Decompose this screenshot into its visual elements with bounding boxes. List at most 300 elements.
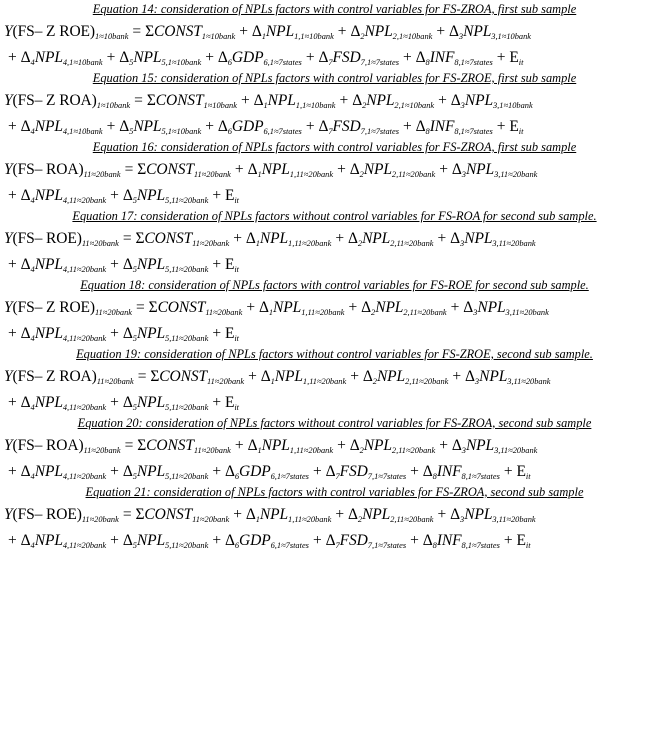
- variable-name: NPL: [34, 49, 63, 66]
- equation-term: [346, 367, 363, 387]
- coefficient-symbol: Δ: [260, 368, 271, 385]
- variable-name: CONST: [144, 230, 193, 247]
- equation-term: [348, 505, 434, 525]
- equation-caption: Equation 14: consideration of NPLs factors with control variables for FS-ZROA, first sub sample: [92, 2, 577, 16]
- coefficient-index: 3: [460, 515, 465, 524]
- equation-term: [302, 48, 319, 68]
- equation-line: [4, 502, 665, 528]
- dependent-variable-name: (FS– Z ROE): [12, 23, 95, 40]
- equation-term: [244, 367, 261, 387]
- dependent-variable-symbol: Y: [4, 161, 13, 178]
- variable-name: NPL: [34, 463, 63, 480]
- error-term: E: [224, 325, 235, 342]
- term-subscript: 3,11≈20bank: [505, 308, 549, 317]
- variable-name: FSD: [332, 118, 361, 135]
- operator: +: [8, 49, 17, 66]
- equation-term: [147, 91, 237, 111]
- operator: +: [240, 92, 250, 109]
- term-subscript: 11≈20bank: [207, 377, 245, 386]
- coefficient-symbol: Σ: [150, 368, 160, 385]
- equation-term: [246, 505, 332, 525]
- term-subscript: 5,1≈10bank: [161, 58, 202, 67]
- coefficient-index: 2: [362, 101, 367, 110]
- equation-term: [352, 91, 434, 111]
- coefficient-index: 8: [432, 541, 437, 550]
- coefficient-symbol: Δ: [465, 368, 475, 385]
- variable-name: NPL: [34, 187, 63, 204]
- operator: +: [410, 532, 419, 549]
- coefficient-symbol: Δ: [422, 532, 433, 549]
- term-subscript: 3,11≈20bank: [492, 239, 536, 248]
- error-term: E: [224, 256, 235, 273]
- coefficient-symbol: Δ: [245, 230, 256, 247]
- variable-name: NPL: [265, 23, 295, 40]
- equation-term: [237, 91, 254, 111]
- term-subscript: 11≈20bank: [94, 308, 132, 317]
- variable-name: NPL: [363, 161, 392, 178]
- variable-name: NPL: [133, 118, 162, 135]
- equation-term: [137, 160, 231, 180]
- term-subscript: 6,1≈7states: [263, 58, 302, 67]
- coefficient-index: 4: [30, 127, 35, 136]
- coefficient-index: 4: [30, 541, 35, 550]
- operator: +: [8, 394, 17, 411]
- term-subscript: 11≈20bank: [81, 239, 119, 248]
- coefficient-symbol: Δ: [253, 92, 264, 109]
- variable-name: NPL: [363, 437, 392, 454]
- term-subscript: 11≈20bank: [192, 515, 230, 524]
- coefficient-symbol: Δ: [349, 437, 360, 454]
- variable-name: NPL: [362, 230, 391, 247]
- operator: +: [212, 532, 221, 549]
- coefficient-symbol: Σ: [135, 230, 145, 247]
- equation-term: [208, 531, 225, 551]
- coefficient-index: 3: [461, 170, 466, 179]
- operator: +: [339, 92, 349, 109]
- coefficient-index: 1: [255, 515, 260, 524]
- operator: =: [134, 92, 143, 109]
- term-subscript: 3,1≈10bank: [491, 32, 531, 41]
- equation-term: [123, 393, 209, 413]
- operator: +: [212, 463, 221, 480]
- equation-term: [248, 436, 334, 456]
- variable-name: NPL: [261, 161, 290, 178]
- term-subscript: 1,11≈20bank: [288, 239, 332, 248]
- dependent-variable-symbol: Y: [4, 23, 13, 40]
- equation-block: [4, 416, 665, 485]
- equation-term: [4, 48, 21, 68]
- dependent-variable-name: (FS– ROE): [12, 506, 82, 523]
- variable-name: GDP: [239, 463, 271, 480]
- equation-term: [225, 531, 309, 551]
- equation-term: [416, 48, 493, 68]
- coefficient-symbol: Δ: [451, 161, 462, 178]
- equation-term: [318, 48, 399, 68]
- variable-name: NPL: [465, 437, 495, 454]
- error-term: E: [516, 532, 526, 549]
- equation-term: [123, 186, 209, 206]
- variable-name: NPL: [136, 187, 166, 204]
- equation-term: [103, 117, 120, 137]
- equation-term: [4, 117, 21, 137]
- equation-term: [423, 462, 500, 482]
- equation-term: [309, 462, 326, 482]
- equation-term: [416, 117, 493, 137]
- equation-caption: Equation 21: consideration of NPLs factors with control variables for FS-ZROA, second sub sample: [85, 485, 584, 499]
- coefficient-symbol: Δ: [325, 532, 336, 549]
- variable-name: NPL: [261, 437, 290, 454]
- equation-term: [4, 436, 121, 456]
- term-subscript: it: [234, 196, 239, 205]
- term-subscript: it: [234, 403, 239, 412]
- term-subscript: 3,11≈20bank: [507, 377, 551, 386]
- variable-name: NPL: [34, 325, 63, 342]
- coefficient-index: 2: [372, 377, 377, 386]
- equation-line: [4, 321, 665, 347]
- variable-name: NPL: [136, 532, 166, 549]
- operator: +: [212, 394, 221, 411]
- operator: +: [205, 118, 214, 135]
- equation-term: [500, 462, 517, 482]
- operator: +: [337, 437, 346, 454]
- operator: +: [8, 256, 17, 273]
- coefficient-symbol: Δ: [224, 532, 235, 549]
- coefficient-symbol: Δ: [450, 230, 461, 247]
- variable-name: NPL: [274, 368, 303, 385]
- operator: +: [106, 118, 116, 135]
- operator: +: [450, 299, 460, 316]
- equation-line: [4, 183, 665, 209]
- term-subscript: 3,11≈20bank: [494, 446, 538, 455]
- equation-term: [137, 436, 231, 456]
- term-subscript: 5,11≈20bank: [165, 541, 209, 550]
- coefficient-index: 7: [335, 541, 340, 550]
- equation-term: [331, 505, 348, 525]
- term-subscript: 2,1≈10bank: [392, 32, 433, 41]
- equation-block: [4, 347, 665, 416]
- term-subscript: 4,11≈20bank: [62, 334, 107, 343]
- coefficient-symbol: Δ: [451, 437, 462, 454]
- coefficient-index: 1: [255, 239, 260, 248]
- variable-name: NPL: [273, 299, 302, 316]
- coefficient-index: 5: [129, 58, 134, 67]
- term-subscript: 4,1≈10bank: [62, 127, 103, 136]
- operator: +: [452, 368, 462, 385]
- coefficient-symbol: Δ: [247, 437, 258, 454]
- variable-name: INF: [429, 118, 455, 135]
- equation-block: [4, 278, 665, 347]
- operator: +: [337, 161, 346, 178]
- coefficient-symbol: Δ: [122, 325, 133, 342]
- operator: =: [124, 161, 134, 178]
- equation-term: [242, 298, 259, 318]
- equation-term: [21, 117, 103, 137]
- error-term: E: [509, 118, 519, 135]
- coefficient-index: 3: [458, 32, 464, 41]
- equation-term: [201, 117, 218, 137]
- coefficient-symbol: Δ: [20, 49, 31, 66]
- equation-term: [119, 117, 201, 137]
- variable-name: NPL: [259, 506, 289, 523]
- equation-term: [21, 255, 107, 275]
- coefficient-index: 5: [132, 541, 137, 550]
- coefficient-symbol: Δ: [361, 299, 372, 316]
- equation-term: [201, 48, 218, 68]
- error-term: E: [224, 394, 235, 411]
- term-subscript: 8,1≈7states: [461, 472, 500, 481]
- equation-term: [432, 22, 449, 42]
- coefficient-index: 2: [357, 515, 363, 524]
- equation-block: [4, 71, 665, 140]
- equation-line: [4, 88, 665, 114]
- coefficient-index: 2: [359, 170, 364, 179]
- equation-term: [500, 531, 517, 551]
- coefficient-symbol: Δ: [122, 532, 133, 549]
- equation-term: [333, 436, 350, 456]
- equation-term: [119, 229, 136, 249]
- equation-term: [350, 436, 436, 456]
- equation-block: [4, 209, 665, 278]
- equation-term: [350, 160, 436, 180]
- operator: +: [106, 49, 116, 66]
- operator: +: [439, 161, 448, 178]
- coefficient-index: 4: [30, 265, 35, 274]
- equation-term: [449, 22, 531, 42]
- term-subscript: 4,1≈10bank: [62, 58, 103, 67]
- dependent-variable-name: (FS– Z ROE): [12, 299, 95, 316]
- operator: +: [110, 187, 119, 204]
- coefficient-symbol: Δ: [20, 118, 31, 135]
- coefficient-symbol: Δ: [422, 463, 433, 480]
- coefficient-index: 8: [432, 472, 437, 481]
- equation-term: [452, 160, 538, 180]
- equation-term: [4, 505, 119, 525]
- coefficient-index: 7: [335, 472, 340, 481]
- equation-term: [119, 48, 201, 68]
- equation-term: [336, 91, 353, 111]
- operator: +: [234, 161, 244, 178]
- coefficient-index: 7: [328, 58, 333, 67]
- coefficient-index: 1: [263, 101, 268, 110]
- equation-line: [4, 364, 665, 390]
- equation-term: [261, 367, 347, 387]
- term-subscript: 6,1≈7states: [270, 472, 309, 481]
- equation-term: [434, 91, 451, 111]
- coefficient-symbol: Δ: [122, 187, 133, 204]
- coefficient-symbol: Σ: [146, 92, 156, 109]
- coefficient-symbol: Δ: [415, 49, 426, 66]
- coefficient-symbol: Δ: [20, 532, 31, 549]
- variable-name: NPL: [464, 92, 493, 109]
- coefficient-symbol: Δ: [20, 394, 31, 411]
- term-subscript: 1,11≈20bank: [288, 515, 332, 524]
- term-subscript: 4,11≈20bank: [62, 265, 107, 274]
- coefficient-index: 1: [257, 446, 262, 455]
- equation-term: [103, 48, 120, 68]
- equation-term: [123, 324, 209, 344]
- coefficient-index: 4: [30, 403, 35, 412]
- term-subscript: 7,1≈7states: [367, 472, 407, 481]
- operator: =: [122, 506, 132, 523]
- equation-term: [465, 367, 551, 387]
- term-subscript: 2,11≈20bank: [390, 515, 434, 524]
- operator: +: [110, 532, 119, 549]
- coefficient-index: 4: [30, 58, 35, 67]
- equation-term: [225, 324, 239, 344]
- operator: +: [503, 463, 513, 480]
- equation-term: [106, 324, 123, 344]
- term-subscript: it: [234, 334, 239, 343]
- operator: +: [110, 325, 119, 342]
- term-subscript: 11≈20bank: [205, 308, 243, 317]
- equation-term: [21, 462, 107, 482]
- equation-line: [4, 157, 665, 183]
- coefficient-index: 2: [359, 446, 364, 455]
- equation-term: [106, 531, 123, 551]
- term-subscript: 11≈20bank: [81, 515, 119, 524]
- term-subscript: 11≈20bank: [193, 446, 231, 455]
- variable-name: NPL: [34, 532, 63, 549]
- equation-term: [259, 298, 345, 318]
- equation-term: [149, 298, 243, 318]
- operator: +: [496, 118, 506, 135]
- operator: +: [233, 230, 242, 247]
- operator: =: [122, 230, 132, 247]
- equation-term: [136, 505, 230, 525]
- equation-term: [229, 505, 246, 525]
- coefficient-index: 1: [261, 32, 266, 41]
- coefficient-index: 2: [357, 239, 363, 248]
- operator: +: [248, 368, 257, 385]
- operator: +: [205, 49, 214, 66]
- equation-term: [4, 255, 21, 275]
- term-subscript: 11≈20bank: [83, 446, 121, 455]
- dependent-variable-name: (FS– ROA): [12, 161, 84, 178]
- coefficient-index: 5: [132, 265, 137, 274]
- variable-name: NPL: [464, 506, 493, 523]
- variable-name: NPL: [34, 118, 63, 135]
- dependent-variable-symbol: Y: [4, 437, 13, 454]
- variable-name: NPL: [136, 325, 166, 342]
- coefficient-index: 5: [132, 196, 137, 205]
- coefficient-symbol: Δ: [318, 118, 329, 135]
- operator: +: [212, 187, 221, 204]
- coefficient-index: 3: [461, 446, 466, 455]
- term-subscript: 1≈10bank: [203, 101, 237, 110]
- term-subscript: 4,11≈20bank: [62, 472, 107, 481]
- equation-line: [4, 252, 665, 278]
- coefficient-symbol: Δ: [119, 118, 130, 135]
- equation-term: [229, 229, 246, 249]
- variable-name: NPL: [364, 23, 393, 40]
- equation-term: [225, 186, 239, 206]
- operator: +: [110, 394, 119, 411]
- equation-term: [326, 531, 407, 551]
- equation-block: [4, 2, 665, 71]
- coefficient-symbol: Δ: [325, 463, 336, 480]
- equation-term: [254, 91, 336, 111]
- coefficient-symbol: Δ: [20, 256, 31, 273]
- equation-caption: Equation 15: consideration of NPLs factors with control variables for FS-ZROE, first sub sample: [92, 71, 577, 85]
- operator: +: [437, 506, 447, 523]
- equation-term: [123, 531, 209, 551]
- equation-block: [4, 140, 665, 209]
- equation-term: [246, 229, 332, 249]
- term-subscript: 3,1≈10bank: [492, 101, 533, 110]
- equation-line: [4, 45, 665, 71]
- coefficient-index: 2: [360, 32, 365, 41]
- equation-term: [4, 324, 21, 344]
- variable-name: NPL: [133, 49, 162, 66]
- coefficient-symbol: Σ: [135, 506, 145, 523]
- term-subscript: 3,11≈20bank: [492, 515, 536, 524]
- equation-term: [225, 255, 239, 275]
- variable-name: CONST: [155, 92, 204, 109]
- equation-term: [208, 324, 225, 344]
- variable-name: NPL: [479, 368, 508, 385]
- coefficient-symbol: Δ: [352, 92, 363, 109]
- operator: +: [348, 299, 358, 316]
- equation-term: [509, 117, 523, 137]
- equation-term: [218, 117, 302, 137]
- coefficient-symbol: Δ: [258, 299, 269, 316]
- variable-name: NPL: [267, 92, 296, 109]
- equation-term: [318, 117, 399, 137]
- equation-caption: Equation 20: consideration of NPLs factors without control variables for FS-ZROA, second sub sample: [77, 416, 592, 430]
- equation-line: [4, 528, 665, 554]
- variable-name: CONST: [146, 161, 194, 178]
- operator: +: [305, 118, 315, 135]
- equation-term: [121, 436, 138, 456]
- operator: +: [312, 532, 322, 549]
- term-subscript: 2,11≈20bank: [391, 446, 436, 455]
- error-term: E: [516, 463, 526, 480]
- dependent-variable-symbol: Y: [4, 506, 13, 523]
- variable-name: INF: [429, 49, 455, 66]
- operator: +: [312, 463, 322, 480]
- dependent-variable-name: (FS– Z ROA): [12, 368, 97, 385]
- variable-name: FSD: [339, 532, 368, 549]
- coefficient-symbol: Σ: [148, 299, 158, 316]
- term-subscript: 5,11≈20bank: [165, 403, 209, 412]
- coefficient-index: 7: [328, 127, 333, 136]
- operator: +: [233, 506, 242, 523]
- dependent-variable-name: (FS– Z ROA): [12, 92, 97, 109]
- equation-term: [399, 48, 416, 68]
- coefficient-index: 5: [132, 403, 137, 412]
- coefficient-symbol: Δ: [217, 118, 228, 135]
- operator: +: [8, 325, 17, 342]
- equation-term: [452, 436, 538, 456]
- equation-term: [208, 255, 225, 275]
- term-subscript: 1,11≈20bank: [302, 377, 347, 386]
- equation-term: [451, 91, 533, 111]
- coefficient-symbol: Δ: [348, 230, 358, 247]
- coefficient-index: 3: [460, 239, 465, 248]
- equation-term: [406, 531, 423, 551]
- coefficient-index: 1: [257, 170, 262, 179]
- coefficient-index: 6: [227, 127, 232, 136]
- term-subscript: it: [525, 472, 531, 481]
- equation-term: [435, 436, 452, 456]
- equation-term: [123, 462, 209, 482]
- coefficient-symbol: Δ: [20, 187, 31, 204]
- term-subscript: 1≈10bank: [201, 32, 236, 41]
- variable-name: CONST: [157, 299, 206, 316]
- coefficient-symbol: Δ: [348, 506, 358, 523]
- dependent-variable-symbol: Y: [4, 230, 13, 247]
- coefficient-symbol: Δ: [217, 49, 228, 66]
